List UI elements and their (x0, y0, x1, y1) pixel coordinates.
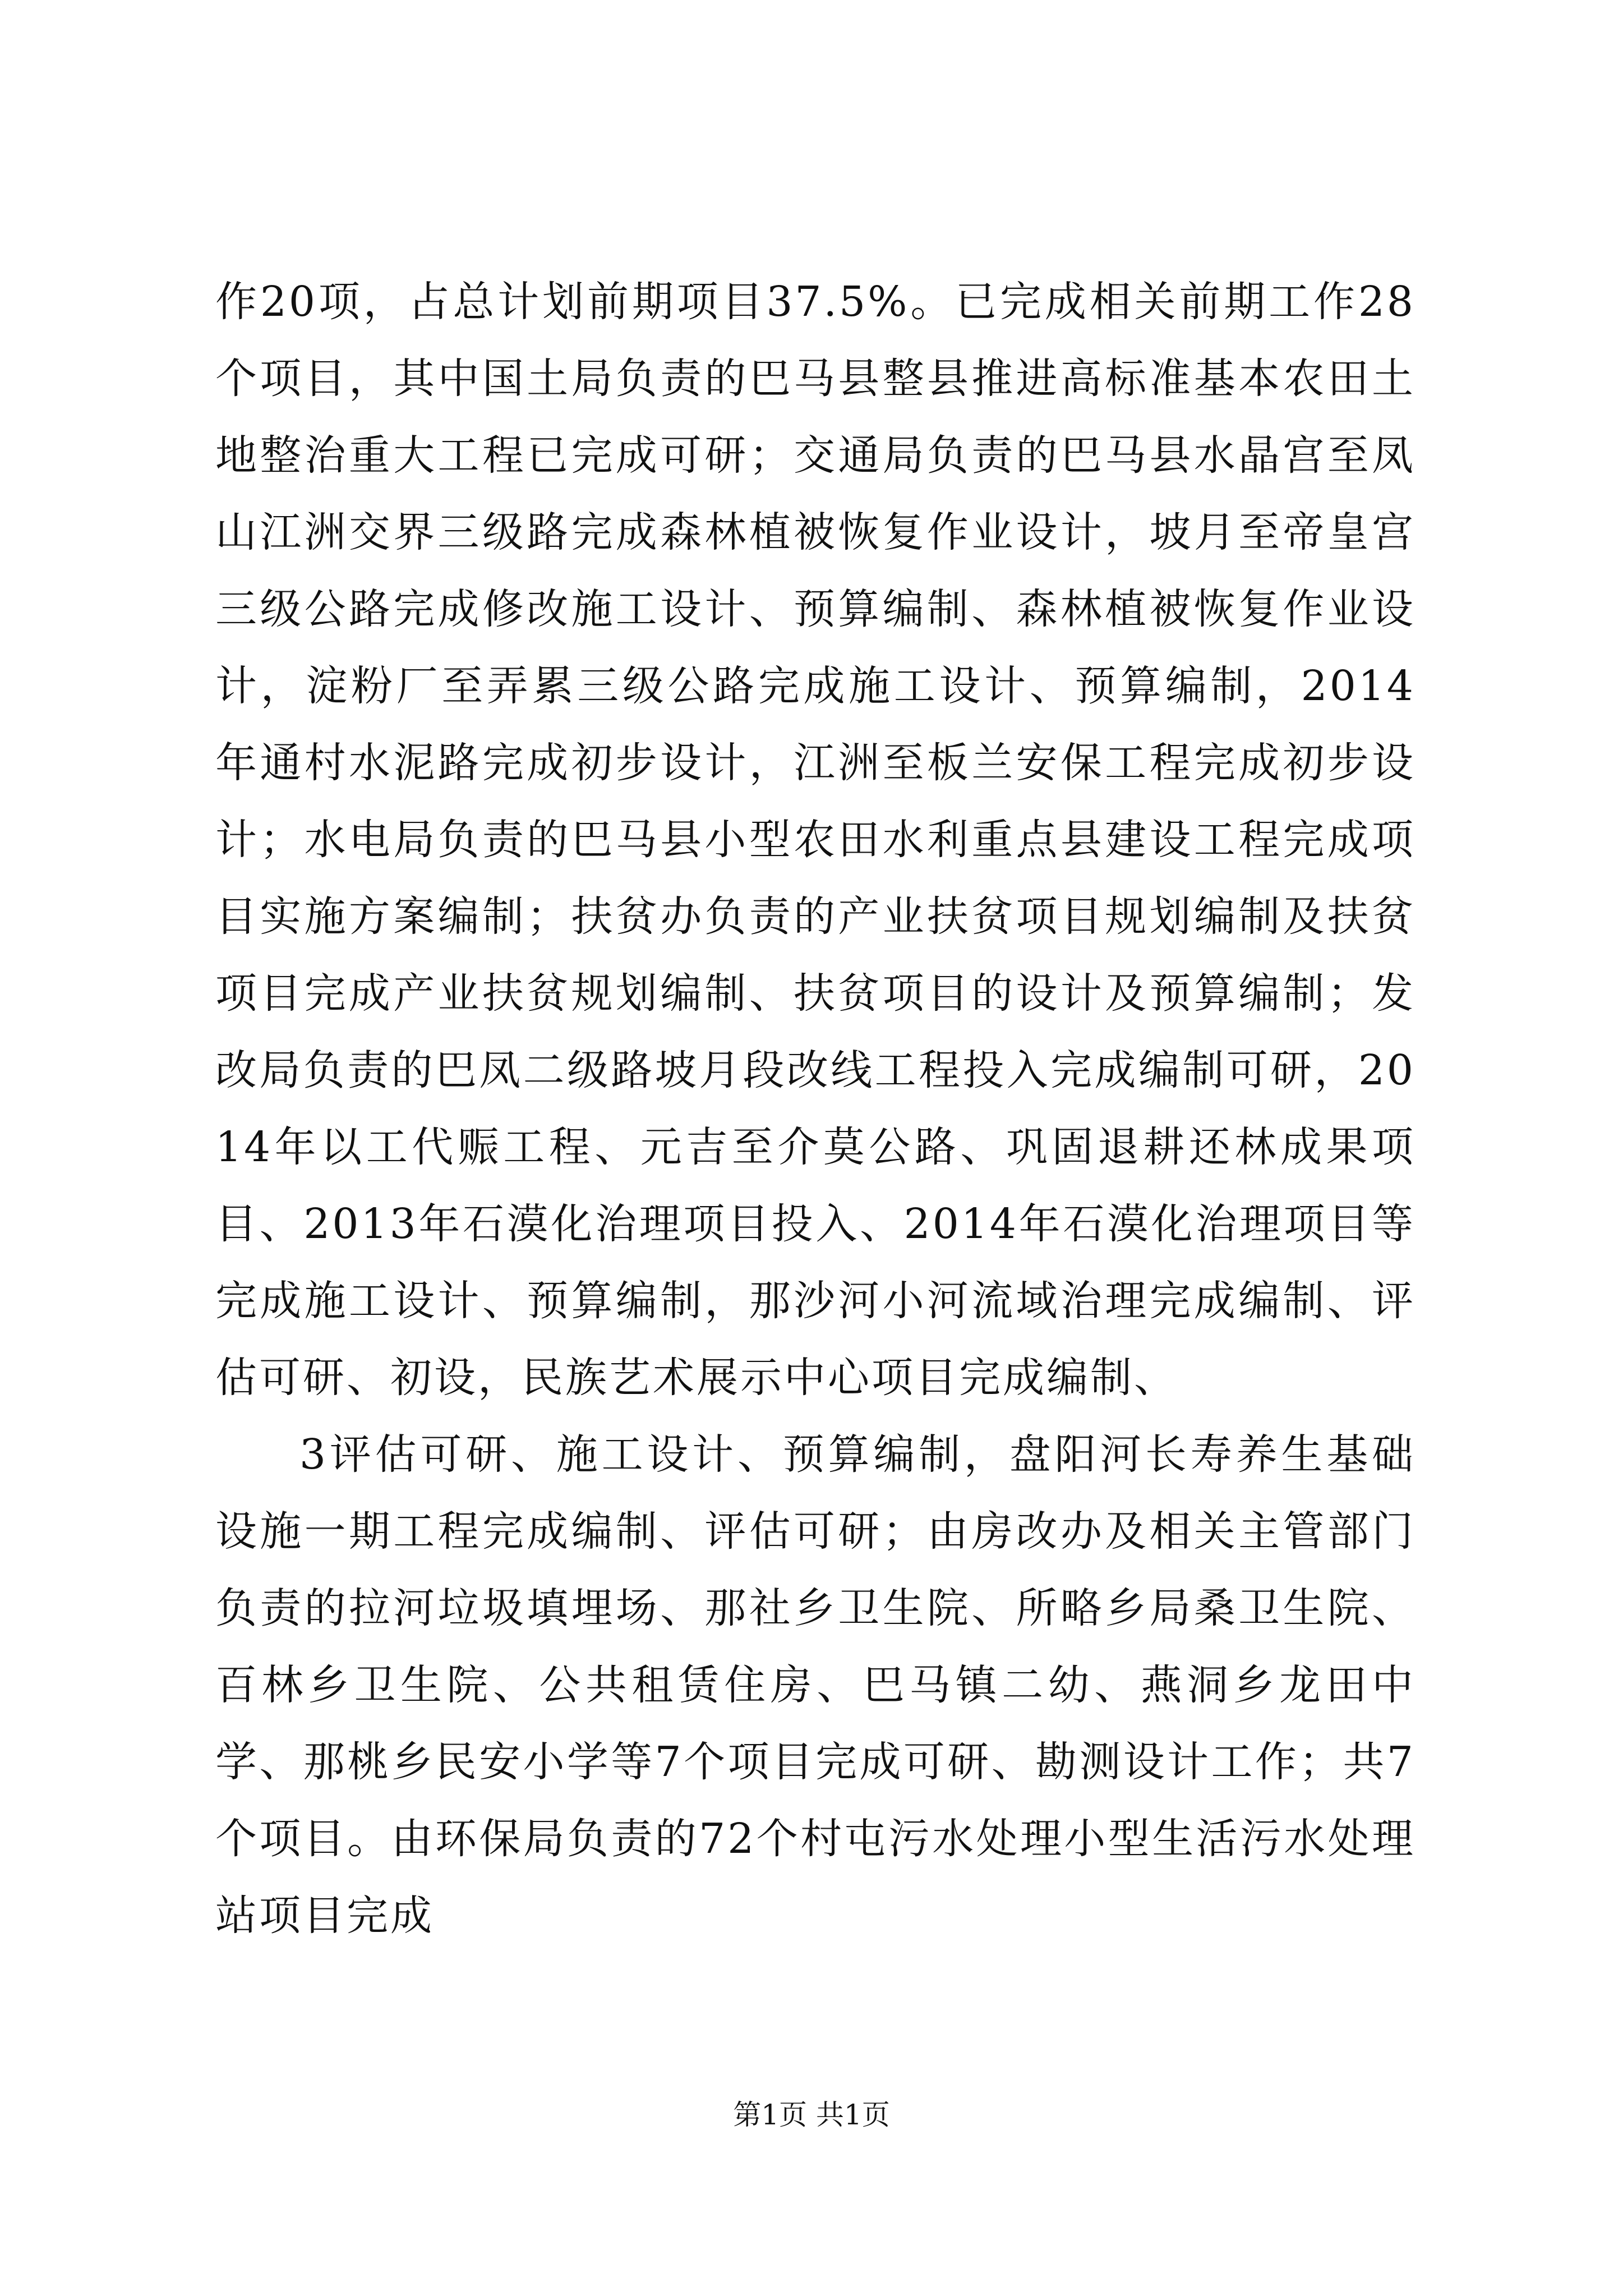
paragraph-2: 3评估可研、施工设计、预算编制，盘阳河长寿养生基础设施一期工程完成编制、评估可研；由房改办及相关主管部门负责的拉河垃圾填埋场、那社乡卫生院、所略乡局桑卫生院、百林乡卫生院、公共租赁住房、巴马镇二幼、燕洞乡龙田中学、那桃乡民安小学等7个项目完成可研、勘测设计工作；共7个项目。由环保局负责的72个村屯污水处理小型生活污水处理站项目完成 (215, 1430, 1415, 1940)
paragraph-1: 作20项，占总计划前期项目37.5%。已完成相关前期工作28个项目，其中国土局负责的巴马县整县推进高标准基本农田土地整治重大工程已完成可研；交通局负责的巴马县水晶宫至凤山江洲交界三级路完成森林植被恢复作业设计，坡月至帝皇宫三级公路完成修改施工设计、预算编制、森林植被恢复作业设计，淀粉厂至弄累三级公路完成施工设计、预算编制，2014年通村水泥路完成初步设计，江洲至板兰安保工程完成初步设计；水电局负责的巴马县小型农田水利重点县建设工程完成项目实施方案编制；扶贫办负责的产业扶贫项目规划编制及扶贫项目完成产业扶贫规划编制、扶贫项目的设计及预算编制；发改局负责的巴凤二级路坡月段改线工程投入完成编制可研，2014年以工代赈工程、元吉至介莫公路、巩固退耕还林成果项目、2013年石漠化治理项目投入、2014年石漠化治理项目等完成施工设计、预算编制，那沙河小河流域治理完成编制、评估可研、初设，民族艺术展示中心项目完成编制、 (215, 278, 1415, 1402)
page-footer: 第1页 共1页 (733, 2099, 890, 2131)
document-body (215, 264, 1415, 1954)
